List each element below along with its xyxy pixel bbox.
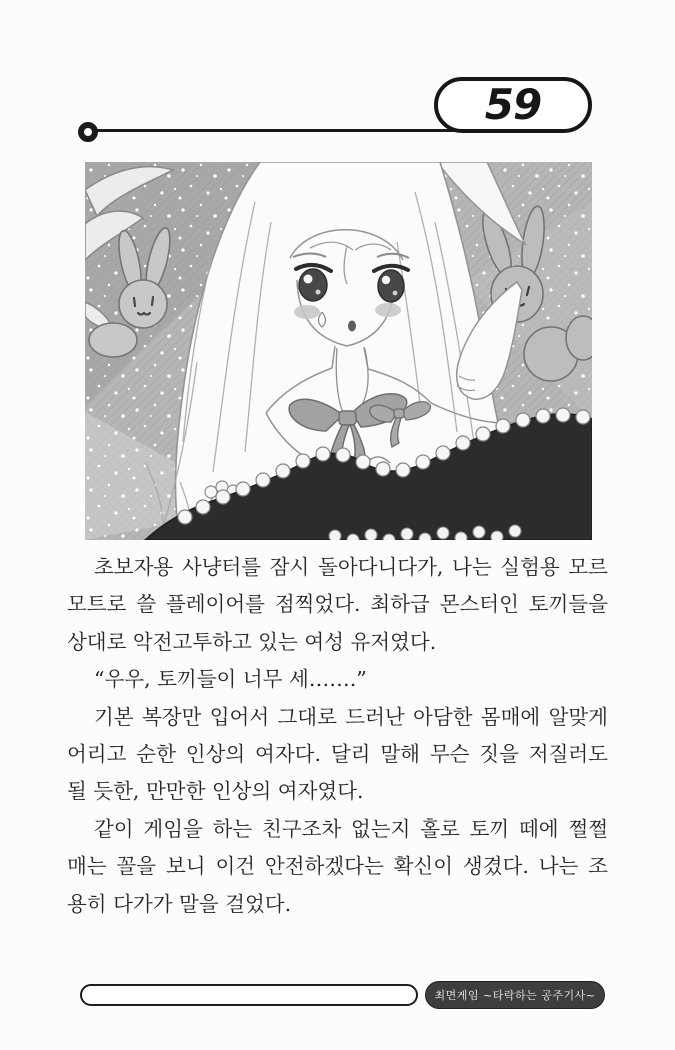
header-rule-line bbox=[94, 129, 466, 132]
body-text-line: 어리고 순한 인상의 여자다. 달리 말해 무슨 짓을 저질러도 bbox=[67, 741, 608, 766]
illustration-bunny-girl bbox=[85, 162, 592, 540]
body-text-line: 될 듯한, 만만한 인상의 여자였다. bbox=[67, 779, 364, 804]
body-text-line: 초보자용 사냥터를 잠시 돌아다니다가, 나는 실험용 모르 bbox=[94, 555, 608, 579]
body-text-line: 기본 복장만 입어서 그대로 드러난 아담한 몸매에 알맞게 bbox=[94, 704, 608, 729]
body-text-line: 모트로 쓸 플레이어를 점찍었다. 최하급 몬스터인 토끼들을 bbox=[67, 592, 608, 617]
header-ring-ornament bbox=[78, 122, 98, 142]
footer-title: 최면게임 ~타락하는 공주기사~ bbox=[434, 989, 596, 1002]
body-text-line: 상대로 악전고투하고 있는 여성 유저였다. bbox=[67, 629, 437, 654]
footer-title-badge bbox=[425, 981, 605, 1009]
body-text-line: 용히 다가가 말을 걸었다. bbox=[67, 891, 292, 916]
page-number: 59 bbox=[484, 79, 542, 129]
body-text-line: “우우, 토끼들이 너무 세…….” bbox=[94, 667, 367, 692]
body-text bbox=[67, 549, 608, 923]
footer-rule-pill bbox=[80, 984, 418, 1006]
page-number-pill bbox=[434, 77, 592, 133]
body-text-line: 같이 게임을 하는 친구조차 없는지 홀로 토끼 떼에 쩔쩔 bbox=[94, 816, 608, 841]
body-text-line: 매는 꼴을 보니 이건 안전하겠다는 확신이 생겼다. 나는 조 bbox=[67, 854, 608, 879]
